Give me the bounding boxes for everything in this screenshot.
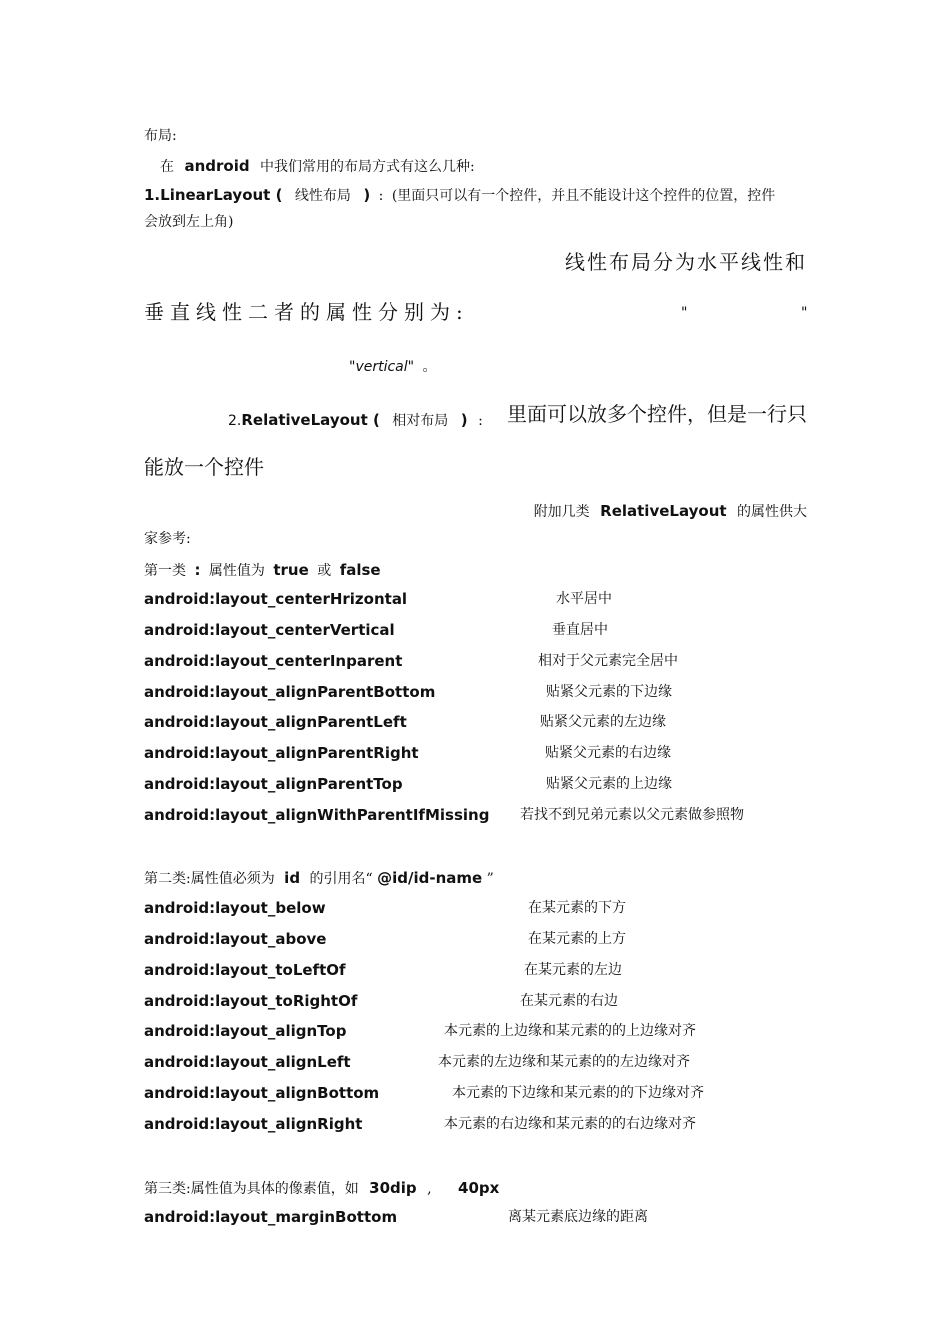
class3-val-b: 40px	[458, 1179, 500, 1197]
relative-big-1: 里面可以放多个控件，但是一行只	[507, 402, 807, 426]
class1-false: false	[339, 561, 381, 579]
relative-append-2: 家参考:	[144, 531, 191, 547]
class3-attr: android:layout_marginBottom	[144, 1208, 398, 1226]
linear-quote-b: "	[801, 305, 808, 321]
intro-android: android	[184, 157, 250, 175]
linear-desc-1: (里面只可以有一个控件，并且不能设计这个控件的位置，控件	[391, 188, 776, 204]
class2-attr: android:layout_alignLeft	[144, 1053, 351, 1071]
linear-big-2: 垂直线性二者的属性分别为:	[144, 300, 469, 324]
class2-attr: android:layout_toRightOf	[144, 992, 358, 1010]
relative-big-2: 能放一个控件	[144, 455, 264, 479]
relative-title: RelativeLayout (	[241, 411, 380, 429]
class1-desc: 相对于父元素完全居中	[538, 653, 678, 669]
linear-close: )	[363, 186, 371, 204]
class1-attr: android:layout_centerHrizontal	[144, 590, 408, 608]
class2-desc: 本元素的左边缘和某元素的的左边缘对齐	[438, 1054, 690, 1070]
intro-pre: 在	[160, 159, 174, 175]
append-post: 的属性供大	[737, 504, 807, 520]
class1-attr: android:layout_alignParentTop	[144, 775, 403, 793]
linear-colon: :	[378, 188, 384, 204]
linear-big-1: 线性布局分为水平线性和	[565, 250, 807, 274]
intro-post: 中我们常用的布局方式有这么几种:	[260, 159, 475, 175]
class2-desc: 本元素的右边缘和某元素的的右边缘对齐	[444, 1116, 696, 1132]
class2-attr: android:layout_below	[144, 899, 326, 917]
class1-label	[144, 561, 381, 580]
class3-val-a: 30dip	[369, 1179, 417, 1197]
linear-title: 1.LinearLayout (	[144, 186, 283, 204]
relative-close: )	[460, 411, 468, 429]
intro-line	[160, 157, 475, 176]
class1-attr: android:layout_alignWithParentIfMissing	[144, 806, 490, 824]
linear-title-line	[144, 186, 775, 205]
relative-cn-name: 相对布局	[392, 413, 449, 429]
class1-desc: 贴紧父元素的上边缘	[546, 776, 672, 792]
class1-colon: :	[194, 561, 201, 579]
class2-attr: android:layout_alignTop	[144, 1022, 347, 1040]
class2-end: ”	[486, 871, 494, 887]
relative-colon: :	[478, 413, 483, 429]
class2-desc: 在某元素的上方	[528, 931, 626, 947]
class2-desc: 本元素的下边缘和某元素的的下边缘对齐	[452, 1085, 704, 1101]
relative-title-line	[228, 411, 483, 430]
class3-comma: ,	[427, 1181, 432, 1197]
class1-desc: 贴紧父元素的右边缘	[545, 745, 671, 761]
class2-val: @id/id-name	[377, 869, 483, 887]
class1-attr: android:layout_alignParentRight	[144, 744, 419, 762]
linear-vertical: "vertical"	[349, 359, 415, 375]
relative-append-line	[534, 502, 807, 521]
linear-desc-2: 会放到左上角)	[144, 214, 234, 230]
class2-label	[144, 869, 494, 888]
class1-attr: android:layout_alignParentLeft	[144, 713, 407, 731]
class3-desc: 离某元素底边缘的距离	[508, 1209, 648, 1225]
relative-num: 2.	[228, 413, 242, 429]
class1-desc: 贴紧父元素的左边缘	[540, 714, 666, 730]
section-heading: 布局:	[144, 128, 177, 144]
class2-desc: 本元素的上边缘和某元素的的上边缘对齐	[444, 1023, 696, 1039]
class3-label	[144, 1179, 499, 1198]
class2-desc: 在某元素的右边	[520, 993, 618, 1009]
linear-quote-a: "	[681, 305, 688, 321]
class2-pre: 第二类:属性值必须为	[144, 871, 275, 887]
class2-mid: 的引用名“	[309, 871, 373, 887]
class2-attr: android:layout_alignBottom	[144, 1084, 380, 1102]
linear-period: 。	[422, 359, 437, 375]
class1-desc: 若找不到兄弟元素以父元素做参照物	[520, 807, 744, 823]
class1-pre: 第一类	[144, 563, 186, 579]
class1-desc: 垂直居中	[552, 622, 608, 638]
append-bold: RelativeLayout	[600, 502, 727, 520]
class2-attr: android:layout_alignRight	[144, 1115, 363, 1133]
append-pre: 附加几类	[533, 504, 590, 520]
linear-cn-name: 线性布局	[294, 188, 351, 204]
class1-attr: android:layout_centerInparent	[144, 652, 403, 670]
class3-pre: 第三类:属性值为具体的像素值，如	[144, 1181, 359, 1197]
linear-vertical-line	[349, 358, 437, 376]
class2-attr: android:layout_toLeftOf	[144, 961, 346, 979]
class1-desc: 水平居中	[556, 591, 612, 607]
class1-true: true	[273, 561, 309, 579]
class2-desc: 在某元素的左边	[524, 962, 622, 978]
class1-mid: 属性值为	[208, 563, 265, 579]
class1-attr: android:layout_centerVertical	[144, 621, 395, 639]
class2-attr: android:layout_above	[144, 930, 327, 948]
class2-desc: 在某元素的下方	[528, 900, 626, 916]
class2-id: id	[284, 869, 301, 887]
class1-desc: 贴紧父元素的下边缘	[546, 684, 672, 700]
class1-or: 或	[317, 563, 332, 579]
class1-attr: android:layout_alignParentBottom	[144, 683, 436, 701]
